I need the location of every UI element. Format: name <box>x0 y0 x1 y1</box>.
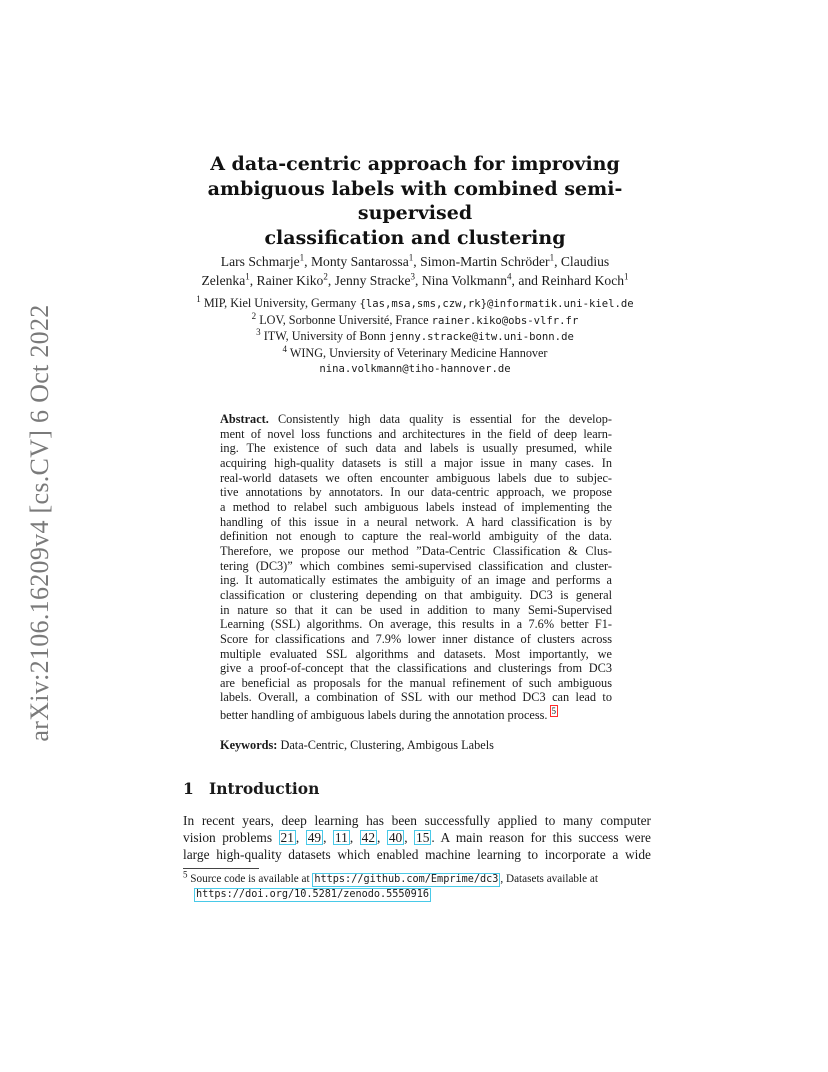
abstract-line: definition not enough to capture the real-world ambiguity of the data. <box>220 529 612 544</box>
intro-paragraph <box>183 812 651 863</box>
title-line: ambiguous labels with combined semi-supervised <box>207 177 623 224</box>
paper-title <box>160 152 670 250</box>
keywords-text: Data-Centric, Clustering, Ambigous Labels <box>280 738 494 752</box>
affiliation-mark: 1 <box>408 252 414 263</box>
affiliation-mark: 1 <box>245 271 250 282</box>
abstract-line: Learning (SSL) algorithms. On average, this results in a 7.6% better F1- <box>220 617 612 632</box>
affiliation-3 <box>140 326 690 346</box>
author-separator: , <box>249 273 257 288</box>
author-separator: , <box>327 273 335 288</box>
abstract-line <box>220 412 612 427</box>
author-separator: , and <box>511 273 542 288</box>
citation-link[interactable]: 49 <box>307 830 322 845</box>
abstract-line: give a proof-of-concept that the classifications and clusterings from DC3 <box>220 661 612 676</box>
title-line: A data-centric approach for improving <box>210 153 620 175</box>
citation-link[interactable]: 15 <box>416 830 430 845</box>
section-title: Introduction <box>209 779 320 798</box>
affiliation-4-email <box>140 361 690 378</box>
affiliation-list <box>140 293 690 378</box>
abstract-line: tive annotations by annotators. In our data-centric approach, we propose <box>220 485 612 500</box>
citation-link[interactable]: 42 <box>361 830 376 845</box>
arxiv-sidebar <box>20 293 60 753</box>
author-line-2 <box>150 271 680 290</box>
footnote-link-5[interactable]: 5 <box>551 706 557 717</box>
keywords-label: Keywords: <box>220 738 278 752</box>
body-text: . A main reason for this success were <box>431 830 652 845</box>
citation-link[interactable]: 11 <box>334 830 348 845</box>
affiliation-number: 2 <box>251 310 257 321</box>
abstract-line-last <box>220 705 612 723</box>
author-separator: , <box>413 254 421 269</box>
affiliation-4 <box>140 343 690 362</box>
abstract-line: real-world datasets we often encounter ambiguous labels due to subjec- <box>220 470 612 485</box>
zenodo-link[interactable]: https://doi.org/10.5281/zenodo.5550916 <box>196 889 430 900</box>
author-name: Zelenka <box>201 273 246 288</box>
affiliation-text: LOV, Sorbonne Université, France <box>259 312 429 327</box>
author-name: Nina Volkmann <box>421 273 508 288</box>
body-line: vision problems 21 , 49 , 11 , 42 , 40 , 15 . A main reason for this success were <box>183 830 652 845</box>
affiliation-email: nina.volkmann@tiho-hannover.de <box>319 363 511 375</box>
abstract-line: Therefore, we propose our method ”Data-Centric Classification & Clus- <box>220 543 612 558</box>
abstract-line: multiple evaluated SSL algorithms and datasets. Most importantly, we <box>220 646 612 661</box>
affiliation-number: 3 <box>256 326 261 337</box>
abstract-line: labels. Overall, a combination of SSL with our method DC3 can lead to <box>220 690 612 705</box>
affiliation-mark: 1 <box>299 252 305 263</box>
abstract-line: classification or clustering depending on that ambiguity. DC3 is general <box>220 587 612 602</box>
abstract-line: ing. The existence of such data and labels is usually presumed, while <box>220 441 612 456</box>
author-name: Simon-Martin Schröder <box>420 254 550 269</box>
affiliation-text: WING, Unviersity of Veterinary Medicine Hannover <box>289 345 548 360</box>
body-line: In recent years, deep learning has been successfully applied to many computer <box>183 813 651 828</box>
author-separator: , <box>554 254 561 269</box>
footnote-5 <box>183 869 653 902</box>
footnote-line <box>183 887 653 902</box>
body-text: vision problems <box>183 830 273 845</box>
affiliation-mark: 3 <box>410 271 416 282</box>
abstract-line: in nature so that it can be used in addition to many Semi-Supervised <box>220 602 612 617</box>
abstract-line: a method to relabel such ambiguous labels instead of implementing the <box>220 499 612 514</box>
author-name: Rainer Kiko <box>256 273 324 288</box>
affiliation-number: 4 <box>282 343 287 354</box>
affiliation-email: rainer.kiko@obs-vlfr.fr <box>431 314 579 327</box>
author-separator: , <box>415 273 422 288</box>
author-list <box>150 252 680 290</box>
footnote-text: , Datasets available at <box>500 873 598 885</box>
section-number: 1 <box>183 779 194 798</box>
abstract-label: Abstract. <box>220 412 269 426</box>
keywords <box>220 738 612 753</box>
abstract-line: handling of this issue in a neural network. A hard classification is by <box>220 514 612 529</box>
affiliation-text: ITW, University of Bonn <box>263 329 386 343</box>
title-line: classification and clustering <box>264 226 566 249</box>
affiliation-email: jenny.stracke@itw.uni-bonn.de <box>388 331 574 343</box>
author-separator: , <box>304 254 311 269</box>
footnote-line <box>183 869 653 887</box>
author-line-1 <box>150 252 680 271</box>
citation-link[interactable]: 40 <box>388 830 403 845</box>
footnote-number: 5 <box>183 869 188 880</box>
affiliation-mark: 1 <box>549 252 555 263</box>
abstract-line: ment of novel loss functions and architectures in the field of deep learn- <box>220 426 612 441</box>
footnote-divider <box>183 868 259 869</box>
abstract-text: better handling of ambiguous labels during the annotation process. <box>220 708 548 723</box>
section-heading <box>183 779 653 798</box>
abstract-line: Score for classifications and 7.9% lower inner distance of clusters across <box>220 631 612 646</box>
abstract-line: acquiring high-quality datasets is still a major issue in many cases. In <box>220 455 612 470</box>
abstract-text: Consistently high data quality is essential for the develop- <box>277 412 612 426</box>
footnote-text: Source code is available at <box>190 873 310 885</box>
abstract-line: tering (DC3)” which combines semi-supervised classification and cluster- <box>220 558 612 573</box>
author-name: Jenny Stracke <box>334 273 411 288</box>
abstract-line: are beneficial as proposals for the manual refinement of such ambiguous <box>220 675 612 690</box>
abstract <box>220 412 612 723</box>
affiliation-text: MIP, Kiel University, Germany <box>203 296 357 310</box>
author-name: Claudius <box>560 254 610 269</box>
affiliation-2 <box>140 310 690 330</box>
body-line: large high-quality datasets which enabled machine learning to incorporate a wide <box>183 847 651 862</box>
github-link[interactable]: https://github.com/Emprime/dc3 <box>314 874 499 885</box>
affiliation-1 <box>140 293 690 313</box>
abstract-line: ing. It automatically estimates the ambiguity of an image and performs a <box>220 573 612 588</box>
affiliation-mark: 4 <box>507 271 512 282</box>
affiliation-mark: 2 <box>323 271 328 282</box>
citation-link[interactable]: 21 <box>280 830 294 845</box>
affiliation-number: 1 <box>196 293 201 304</box>
arxiv-identifier: arXiv:2106.16209v4 [cs.CV] 6 Oct 2022 <box>25 304 54 742</box>
author-name: Monty Santarossa <box>310 254 409 269</box>
affiliation-mark: 1 <box>624 271 629 282</box>
author-name: Lars Schmarje <box>220 254 300 269</box>
author-name: Reinhard Koch <box>541 273 625 288</box>
affiliation-email: {las,msa,sms,czw,rk}@informatik.uni-kiel.de <box>359 298 634 310</box>
